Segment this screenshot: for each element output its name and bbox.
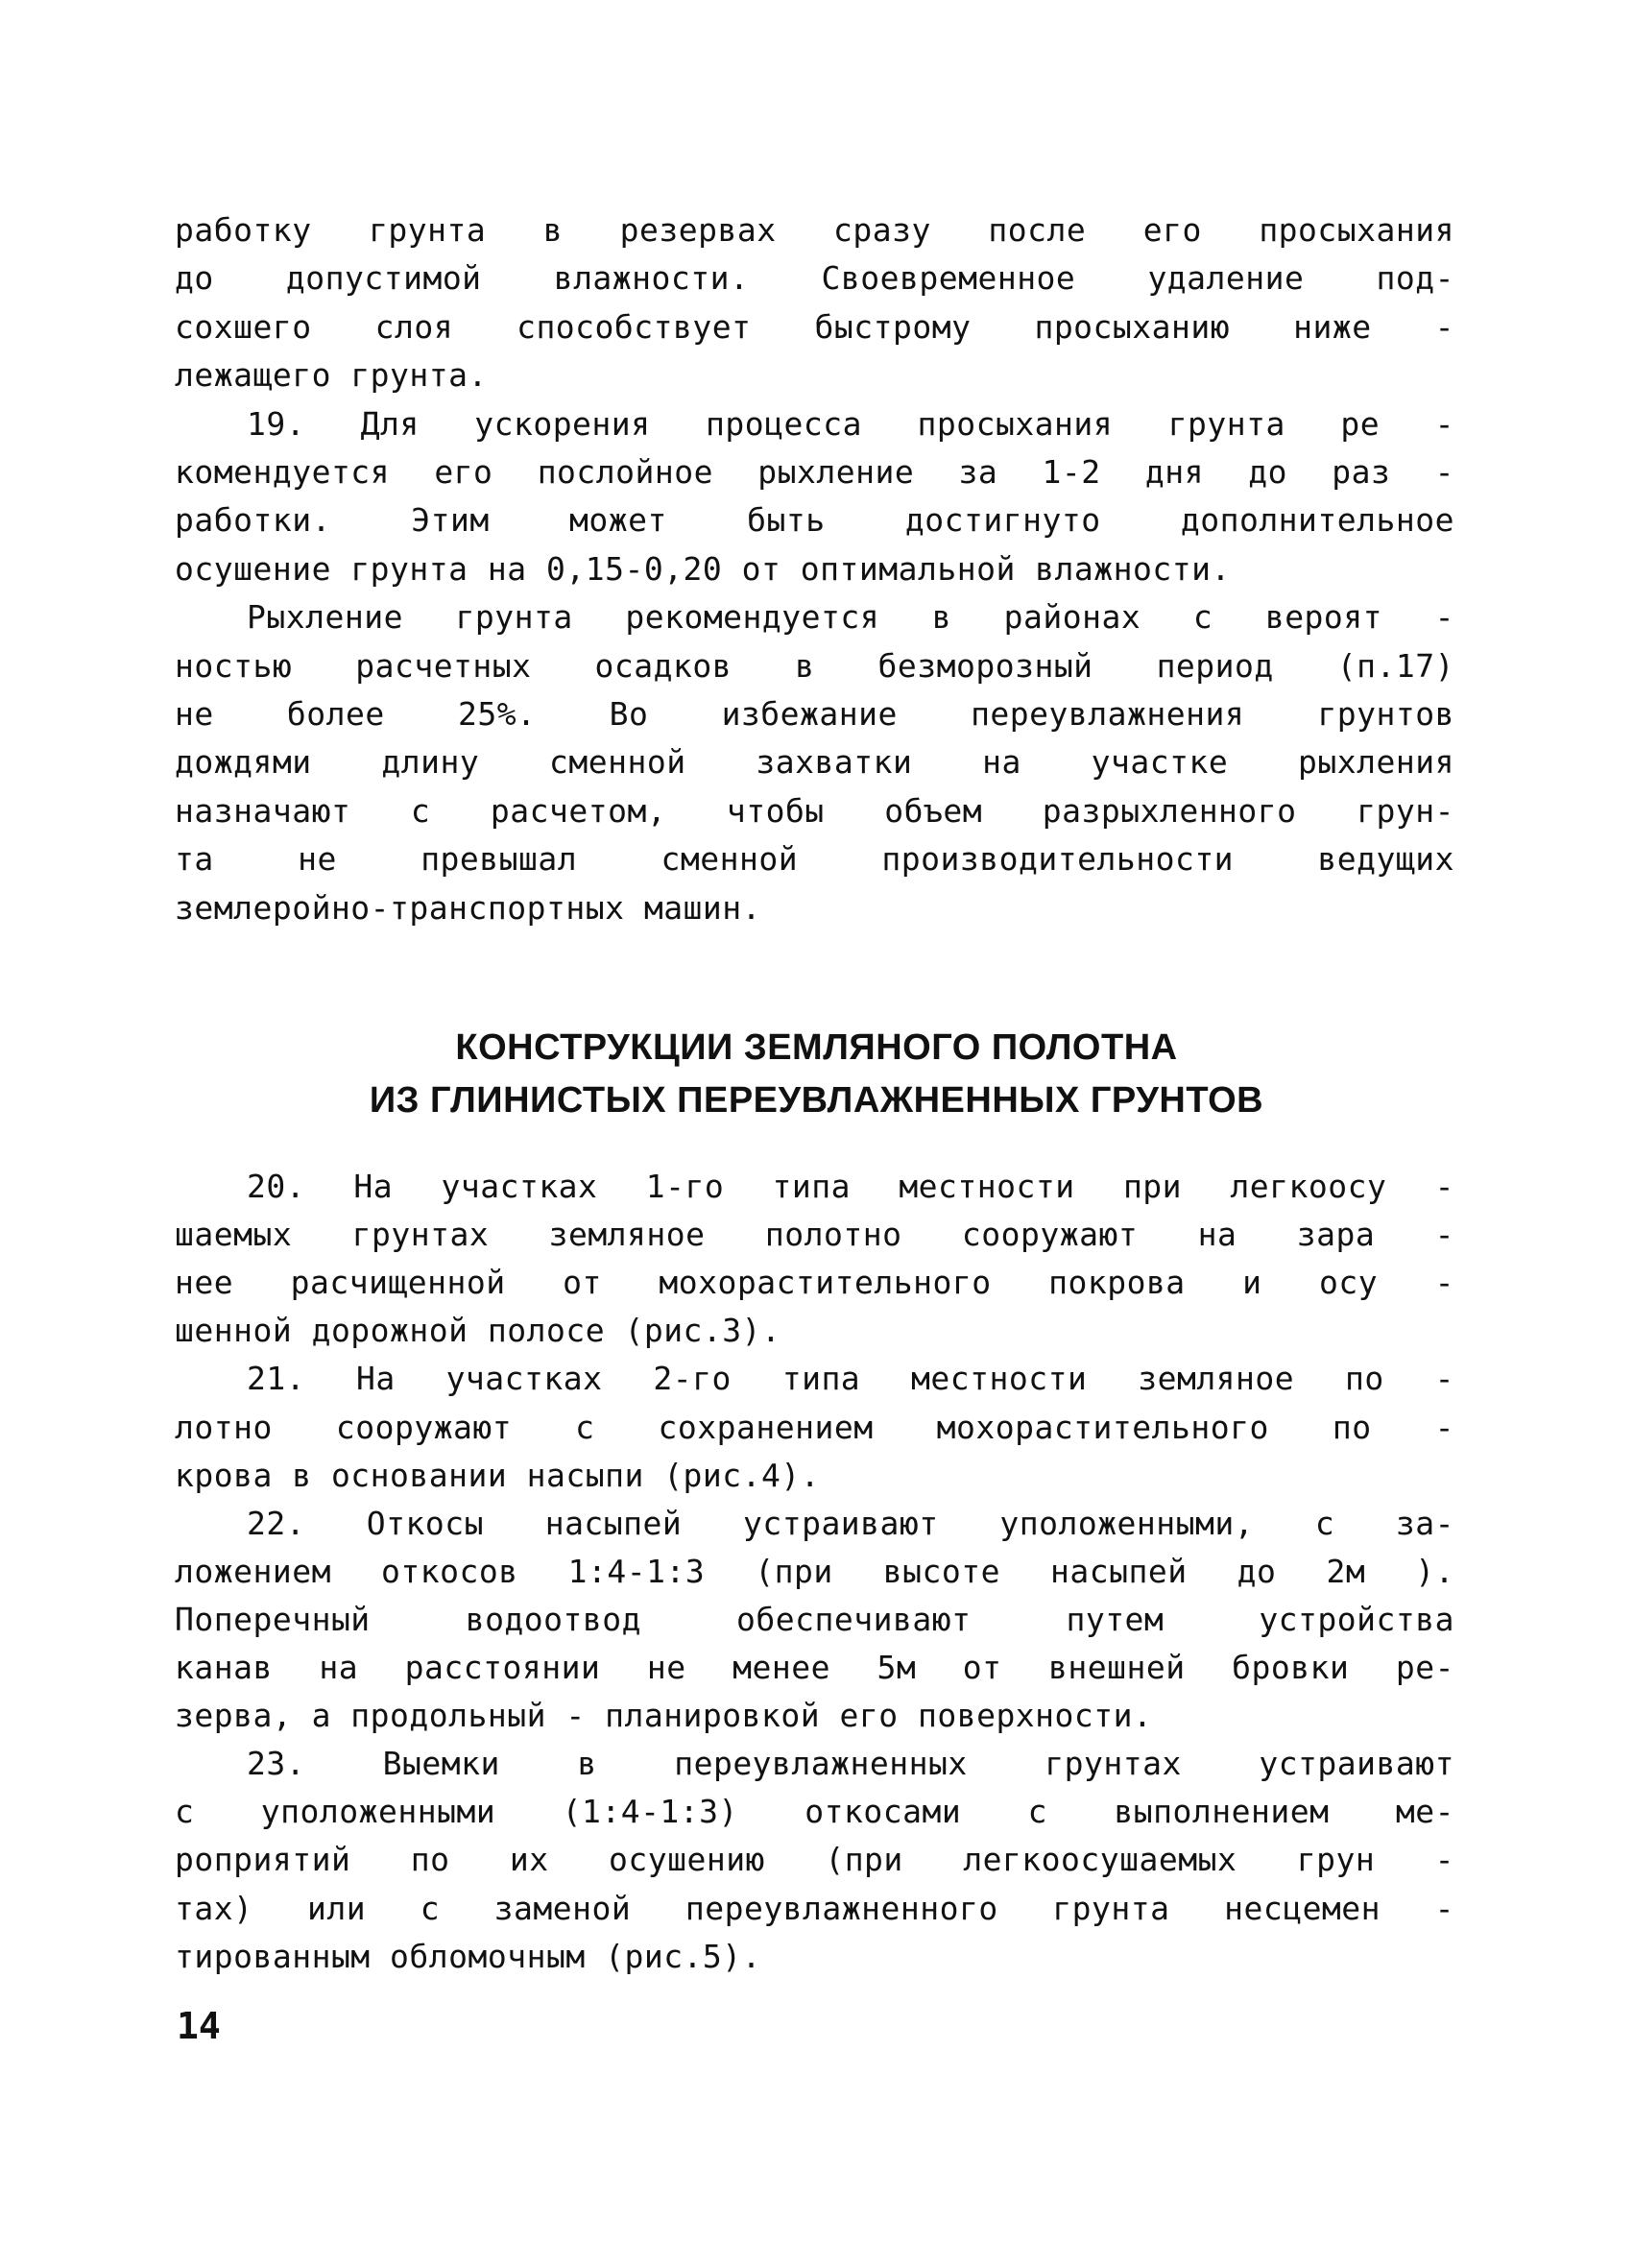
paragraph-line: дождями длину сменной захватки на участке рыхления [175,743,1454,782]
paragraph-line: Рыхление грунта рекомендуется в районах с вероят - [247,598,1454,637]
paragraph-line: не более 25%. Во избежание переувлажнения грунтов [175,695,1454,733]
paragraph-line: канав на расстоянии не менее 5м от внешней бровки ре- [175,1649,1454,1686]
paragraph-line: Поперечный водоотвод обеспечивают путем устройства [175,1600,1454,1638]
paragraph-line: 20. На участках 1-го типа местности при легкоосу - [247,1168,1454,1205]
paragraph-line: шенной дорожной полосе (рис.3). [175,1312,781,1350]
paragraph-line: работку грунта в резервах сразу после его просыхания [175,211,1454,249]
paragraph-line: с уположенными (1:4-1:3) откосами с выполнением ме- [175,1793,1454,1831]
paragraph-line: роприятий по их осушению (при легкоосушаемых грун - [175,1841,1454,1879]
paragraph-line: тированным обломочным (рис.5). [175,1937,762,1975]
paragraph-line: ложением откосов 1:4-1:3 (при высоте насыпей до 2м ). [175,1552,1454,1590]
section-heading: КОНСТРУКЦИИ ЗЕМЛЯНОГО ПОЛОТНА [455,1027,1178,1068]
paragraph-line: шаемых грунтах земляное полотно сооружают на зара - [175,1216,1454,1254]
paragraph-line: лежащего грунта. [175,356,488,395]
paragraph-line: зерва, а продольный - планировкой его поверхности. [175,1697,1153,1735]
paragraph-line: лотно сооружают с сохранением мохорастительного по - [175,1408,1454,1446]
page-number: 14 [177,2005,221,2047]
paragraph-line: комендуется его послойное рыхление за 1-2 дня до раз - [175,453,1454,491]
paragraph-line: осушение грунта на 0,15-0,20 от оптимальной влажности. [175,549,1231,588]
paragraph-line: работки. Этим может быть достигнуто дополнительное [175,501,1454,540]
paragraph-line: 23. Выемки в переувлажненных грунтах устраивают [247,1745,1454,1783]
paragraph-line: 19. Для ускорения процесса просыхания грунта ре - [247,404,1454,443]
paragraph-line: 22. Откосы насыпей устраивают уположенными, с за- [247,1504,1454,1542]
paragraph-line: крова в основании насыпи (рис.4). [175,1456,821,1494]
paragraph-line: землеройно-транспортных машин. [175,888,762,927]
paragraph-line: сохшего слоя способствует быстрому просыханию ниже - [175,307,1454,346]
paragraph-line: ностью расчетных осадков в безморозный период (п.17) [175,646,1454,685]
paragraph-line: тах) или с заменой переувлажненного грунта несцемен - [175,1889,1454,1927]
paragraph-line: назначают с расчетом, чтобы объем разрыхленного грун- [175,791,1454,830]
paragraph-line: до допустимой влажности. Своевременное удаление под- [175,259,1454,298]
paragraph-line: нее расчищенной от мохорастительного покрова и осу - [175,1264,1454,1302]
section-heading: ИЗ ГЛИНИСТЫХ ПЕРЕУВЛАЖНЕННЫХ ГРУНТОВ [369,1080,1264,1121]
paragraph-line: та не превышал сменной производительности ведущих [175,840,1454,879]
paragraph-line: 21. На участках 2-го типа местности земляное по - [247,1360,1454,1398]
